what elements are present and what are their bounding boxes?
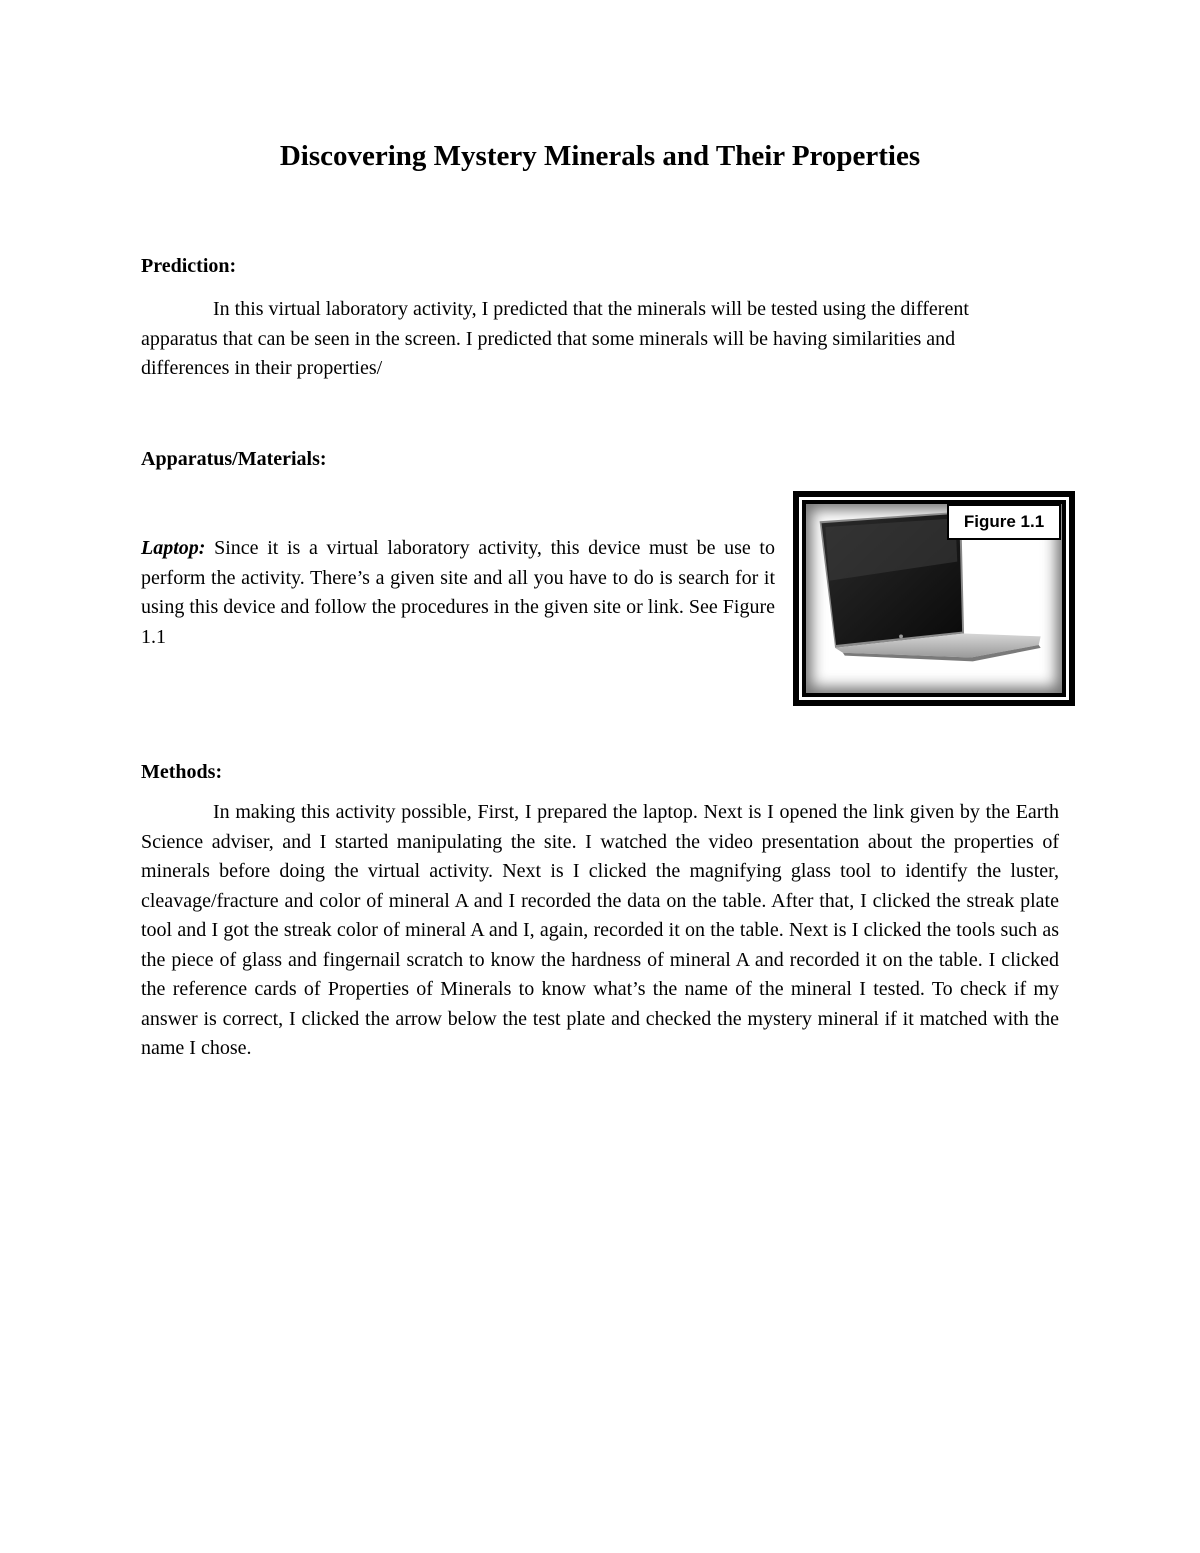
prediction-heading: Prediction: [141,255,237,277]
methods-heading: Methods: [141,761,223,783]
laptop-description: Since it is a virtual laboratory activity, this device must be use to perform the activity. There’s a given site and all you have to do is search for it using this device and follow the procedures in the given site or link. See Figure 1.1 [141,537,775,648]
figure-caption: Figure 1.1 [947,504,1061,540]
methods-paragraph: In making this activity possible, First, I prepared the laptop. Next is I opened the link given by the Earth Science adviser, and I started manipulating the site. I watched the video presentation about the properties of minerals before doing the virtual activity. Next is I clicked the magnifying glass tool to identify the luster, cleavage/fracture and color of mineral A and I recorded the data on the table. After that, I clicked the streak plate tool and I got the streak color of mineral A and I, again, recorded it on the table. Next is I clicked the tools such as the piece of glass and fingernail scratch to know the hardness of mineral A and recorded it on the table. I clicked the reference cards of Properties of Minerals to know what’s the name of the mineral I tested. To check if my answer is correct, I clicked the arrow below the test plate and checked the mystery mineral if it matched with the name I chose. [141,801,1059,1059]
prediction-paragraph: In this virtual laboratory activity, I predicted that the minerals will be tested using the different apparatus that can be seen in the screen. I predicted that some minerals will be having similarities and differences in their properties/ [141,298,969,379]
apparatus-heading: Apparatus/Materials: [141,448,327,470]
laptop-label: Laptop: [141,537,206,559]
laptop-paragraph [141,534,775,652]
page-title: Discovering Mystery Minerals and Their Properties [279,140,921,172]
